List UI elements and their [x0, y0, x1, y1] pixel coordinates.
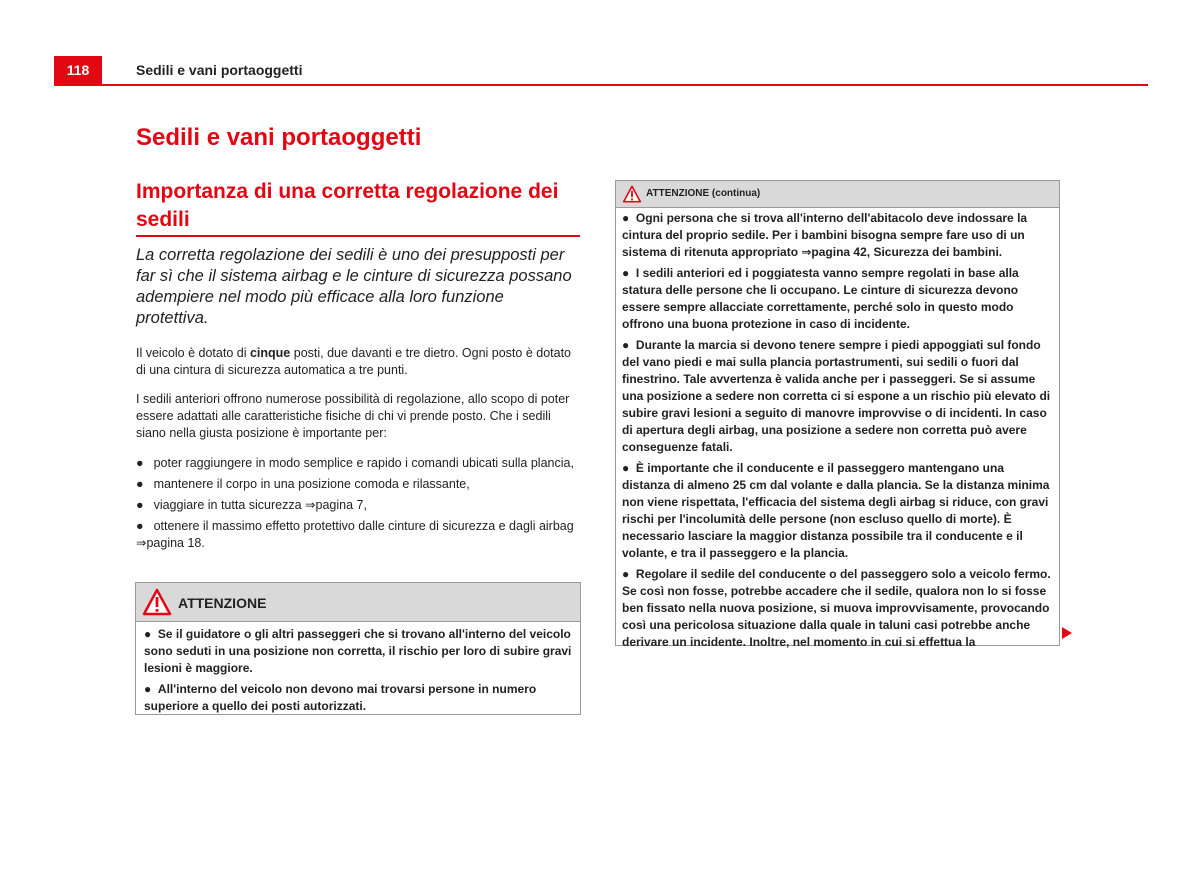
bullet-dot: ● [622, 211, 630, 225]
bullet-dot: ● [144, 682, 152, 696]
list-item-text: viaggiare in tutta sicurezza ⇒pagina 7, [153, 498, 367, 512]
chapter-title: Sedili e vani portaoggetti [136, 124, 422, 151]
p1-text: Il veicolo è dotato di [136, 346, 250, 360]
warning-header [136, 583, 580, 622]
warning-item-text: I sedili anteriori ed i poggiatesta vanno sempre regolati in base alla statura delle persone che li occupano. Le cinture di sicurezza devono essere sempre allacciate correttamente, perché solo in questo modo offrono una buona protezione in caso di incidente. [622, 266, 1019, 331]
page-number: 118 [54, 56, 102, 84]
warning-item-text: Durante la marcia si devono tenere sempre i piedi appoggiati sul fondo del vano piedi e mai sulla plancia portastrumenti, sui sedili o fuori dal finestrino. Tale avvertenza è valida anche per i passeggeri. Se si assume una posizione a sedere non corretta ci si espone a un rischio più elevato di subire gravi lesioni a seguito di manovre improvvise o di incidenti. In caso di apertura degli airbag, una posizione a sedere non corretta può avere conseguenze fatali. [622, 338, 1051, 454]
warning-item [622, 337, 1053, 456]
warning-item [622, 566, 1053, 651]
continue-arrow-icon [1062, 627, 1072, 639]
bullet-dot: ● [136, 477, 144, 491]
bullet-dot: ● [144, 627, 152, 641]
warning-item [622, 210, 1053, 261]
warning-title: ATTENZIONE (continua) [646, 188, 761, 199]
warning-box-continued [615, 180, 1060, 649]
bullet-dot: ● [136, 498, 144, 512]
warning-item-text: Ogni persona che si trova all'interno dell'abitacolo deve indossare la cintura del proprio sedile. Per i bambini bisogna sempre fare uso di un sistema di ritenuta appropriato ⇒pagina 42, Sicurezza dei bambini. [622, 211, 1028, 259]
warning-header [616, 181, 1059, 208]
bullet-dot: ● [622, 461, 630, 475]
list-item [136, 455, 580, 472]
p1-text-end: posti, due davanti e tre dietro. Ogni posto è dotato di una cintura di sicurezza automatica a tre punti. [136, 346, 572, 377]
paragraph-seats [136, 345, 580, 379]
warning-item-text: È importante che il conducente e il passeggero mantengano una distanza di almeno 25 cm dal volante e dalla plancia. Se la distanza minima non viene rispettata, l'efficacia del sistema degli airbag si riduce, con gravi rischi per l'incolumità delle persone (non escluso quello di morte). È necessario lasciare la maggior distanza possibile tra il conducente e il volante, e tra il passeggero e la plancia. [622, 461, 1050, 560]
warning-item-text: Regolare il sedile del conducente o del passeggero solo a veicolo fermo. Se così non fosse, potrebbe accadere che il sedile, qualora non lo si fosse ben fissato nella nuova posizione, si muova improvvisamente, provocando così una pericolosa situazione dalla quale in taluni casi potrebbe anche derivare un incidente. Inoltre, nel momento in cui si effettua la [622, 567, 1051, 649]
bullet-dot: ● [622, 567, 630, 581]
benefits-list [136, 455, 580, 556]
warning-item [144, 681, 572, 715]
paragraph-adjustment: I sedili anteriori offrono numerose possibilità di regolazione, allo scopo di poter essere adattati alle caratteristiche fisiche di chi vi prende posto. Che i sedili siano nella giusta posizione è importante per: [136, 392, 570, 440]
list-item-text: poter raggiungere in modo semplice e rapido i comandi ubicati sulla plancia, [153, 456, 574, 470]
running-header-title: Sedili e vani portaoggetti [136, 62, 303, 78]
warning-item [622, 265, 1053, 333]
bullet-dot: ● [136, 519, 144, 533]
bullet-dot: ● [136, 456, 144, 470]
section-rule [136, 235, 580, 237]
bullet-dot: ● [622, 338, 630, 352]
warning-item-text: All'interno del veicolo non devono mai trovarsi persone in numero superiore a quello dei posti autorizzati. [144, 682, 537, 713]
p1-bold: cinque [249, 346, 291, 360]
list-item-text: ottenere il massimo effetto protettivo dalle cinture di sicurezza e dagli airbag ⇒pagina 18. [136, 519, 574, 550]
warning-triangle-icon [142, 588, 172, 616]
list-item [136, 497, 580, 514]
warning-item [144, 626, 572, 677]
section-title: Importanza di una corretta regolazione dei sedili [136, 180, 559, 231]
warning-item [622, 460, 1053, 562]
list-item [136, 518, 580, 552]
warning-title: ATTENZIONE [178, 595, 267, 611]
list-item-text: mantenere il corpo in una posizione comoda e rilassante, [153, 477, 470, 491]
page-header [54, 56, 1148, 86]
header-rule [54, 84, 1148, 86]
lead-paragraph: La corretta regolazione dei sedili è uno dei presupposti per far sì che il sistema airbag e le cinture di sicurezza possano adempiere nel modo più efficace alla loro funzione protettiva. [136, 246, 572, 327]
warning-body [136, 622, 580, 715]
warning-triangle-icon [622, 185, 642, 203]
warning-item-text: Se il guidatore o gli altri passeggeri che si trovano all'interno del veicolo sono seduti in una posizione non corretta, il rischio per loro di subire gravi lesioni è maggiore. [144, 627, 572, 675]
list-item [136, 476, 580, 493]
warning-box [135, 582, 581, 715]
warning-body [616, 208, 1059, 651]
bullet-dot: ● [622, 266, 630, 280]
